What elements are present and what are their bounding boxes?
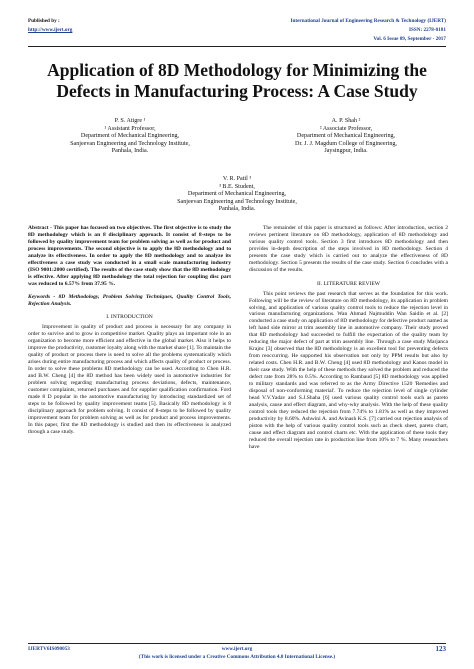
- author-department: Department of Mechanical Engineering,: [296, 133, 396, 140]
- author-block-3: [137, 176, 337, 214]
- author-name: V. R. Patil ³: [222, 176, 252, 182]
- paper-title: Application of 8D Methodology for Minimizing the Defects in Manufacturing Process: A Case Study: [47, 60, 427, 101]
- page-number: 123: [435, 645, 446, 653]
- author-role: ¹ Assistant Professor,: [104, 125, 156, 132]
- license-note: (This work is licensed under a Creative Commons Attribution 4.0 International License.): [138, 654, 336, 660]
- author-name: P. S. Atigre ¹: [114, 118, 146, 124]
- section-2-heading: II. LITERATURE REVIEW: [316, 280, 380, 287]
- author-name: A. P. Shah ²: [331, 118, 361, 124]
- author-block-2: [246, 118, 446, 156]
- author-location: Jaysingpur, India.: [324, 148, 368, 155]
- author-location: Panhala, India.: [111, 148, 149, 155]
- section-1-heading: I. INTRODUCTION: [106, 314, 153, 321]
- right-column: [249, 225, 448, 451]
- issn: ISSN: 2278-0181: [408, 27, 446, 33]
- author-block-1: [30, 118, 230, 156]
- published-by: Published by :: [28, 18, 60, 24]
- paper-structure-paragraph: The remainder of this paper is structured as follows: After introduction, section 2 reviews pertinent literature on 8D methodology, application of 8D methodology and various quality control tools. Section 3 first introduces 8D methodology and then provides in-depth description of the steps involved in 8D methodology. Section 4 presents the case study which is carried out to analyze the effectiveness of 8D methodology. Section 5 presents the results of the case study. Section 6 concludes with a discussion of the results.: [249, 225, 448, 273]
- keywords: Keywords - 8D Methodology, Problem Solving Techniques, Quality Control Tools, Rejection Analysis.: [28, 293, 231, 307]
- author-role: ² Associate Professor,: [319, 125, 373, 132]
- journal-name: International Journal of Engineering Research & Technology (IJERT): [290, 18, 446, 24]
- author-role: ³ B.E. Student,: [219, 183, 255, 190]
- journal-site-link[interactable]: http://www.ijert.org: [28, 27, 73, 33]
- footer-rule: [28, 643, 446, 644]
- section-1-body: Improvement in quality of product and process is necessary for any company in order to survive and to grow in competitive market. Quality plays an important role in an organization to become more efficient and effective in the global market. Also it helps to improve the productivity, customer loyalty along with the market share [1]. To maintain the quality of product or process there is need to solve all the problems systematically which arises during entire manufacturing process and which affects quality of product or process. In order to solve these problems 8D methodology can be used. According to Chen H.R. and B.W. Cheng [4] the 8D method has been widely used in automotive industries for problem solving regarding manufacturing process deviations, defects, maintenance, customer complaints, returned purchases and for supplier qualification confirmation. Ford made 8 D popular in the automotive manufacturing by introducing standardized set of steps to be followed by quality improvement teams [5]. Basically 8D methodology is 8 disciplinary approach for problem solving. It consist of 8-steps to be followed by quality improvement team for problem solving as well as for product and process improvements. In this paper, first the 8D methodology is studied and then its effectiveness is analyzed through a case study.: [28, 324, 231, 435]
- left-column: [28, 225, 231, 436]
- author-institute: Dr. J. J. Magdum College of Engineering,: [295, 140, 397, 147]
- footer-site-link[interactable]: www.ijert.org: [221, 646, 253, 652]
- author-department: Department of Mechanical Engineering,: [187, 191, 287, 198]
- paper-id: IJERTV6IS090053: [28, 646, 70, 652]
- abstract: Abstract - This paper has focused on two objectives. The first objective is to study the 8D methodology which is an 8 disciplinary approach. It consist of 8-steps to be followed by quality improvement team for problem solving as well as for product and process improvements. The second objective is to apply the 8D methodology and to analyze its effectiveness. In order to apply the 8D methodology and to analyze its effectiveness a case study was conducted in a small scale manufacturing industry (ISO 9001:2000 certified). The results of the case study show that the 8D methodology is effective. After applying 8D methodology the total rejection for coupling disc part was reduced to 6.57% from 37.95 %.: [28, 225, 231, 287]
- author-department: Department of Mechanical Engineering,: [80, 133, 180, 140]
- author-institute: Sanjeevan Engineering and Technology Institute,: [70, 140, 190, 147]
- volume-issue: Vol. 6 Issue 09, September - 2017: [373, 36, 446, 42]
- author-institute: Sanjeevan Engineering and Technology Institute,: [177, 198, 297, 205]
- header-rule: [28, 46, 446, 47]
- section-2-body: This point reviews the past research that serves as the foundation for this work. Following will be the review of literature on 8D methodology, its application in problem solving, and application of various quality control tools to reduce the rejection level in various manufacturing organizations. Wan Ahmad Najmuddin Wan Saidin et al. [2] conducted a case study on application of 8D methodology for defective product named as left hand side mirror at trim assembly line in automotive company. Their study proved that 8D methodology had succeeded to fulfill the expectation of the quality team by reducing the major defect of part at trim assembly line. Through a case study Marjanca Krajnc [3] observed that the 8D methodology is an excellent tool for preventing defects from reoccurring. He supported his observation not only by PPM results but also by related costs. Chen H.R. and B.W. Cheng [4] used 8D methodology and Kanos model in their case study. With the help of these methods they solved the problem and reduced the defect rate from 28% to 0.5%. According to Rambaud [5] 8D methodology was applied to military standards and was referred to as the Army Directive 1520 'Remedies and disposal of non-conforming material'. To reduce the rejection level of single cylinder head V.V.Yadav and S.J.Shaha [6] used various quality control tools such as pareto analysis, cause and effect diagram, and why-why analysis. With the help of these quality control tools they reduced the rejection from 7.74% to 1.81% as well as they improved productivity by 8.60%. Ashwini A. and Avinash K.S. [7] carried out rejection analysis of piston with the help of various quality control tools such as check sheet, pareto chart, cause and effect diagram and control charts etc. With the application of these tools they reduced the overall rejection rate in production line from 10% to 7 %. Many researchers have: [249, 290, 448, 450]
- author-location: Panhala, India.: [218, 206, 256, 213]
